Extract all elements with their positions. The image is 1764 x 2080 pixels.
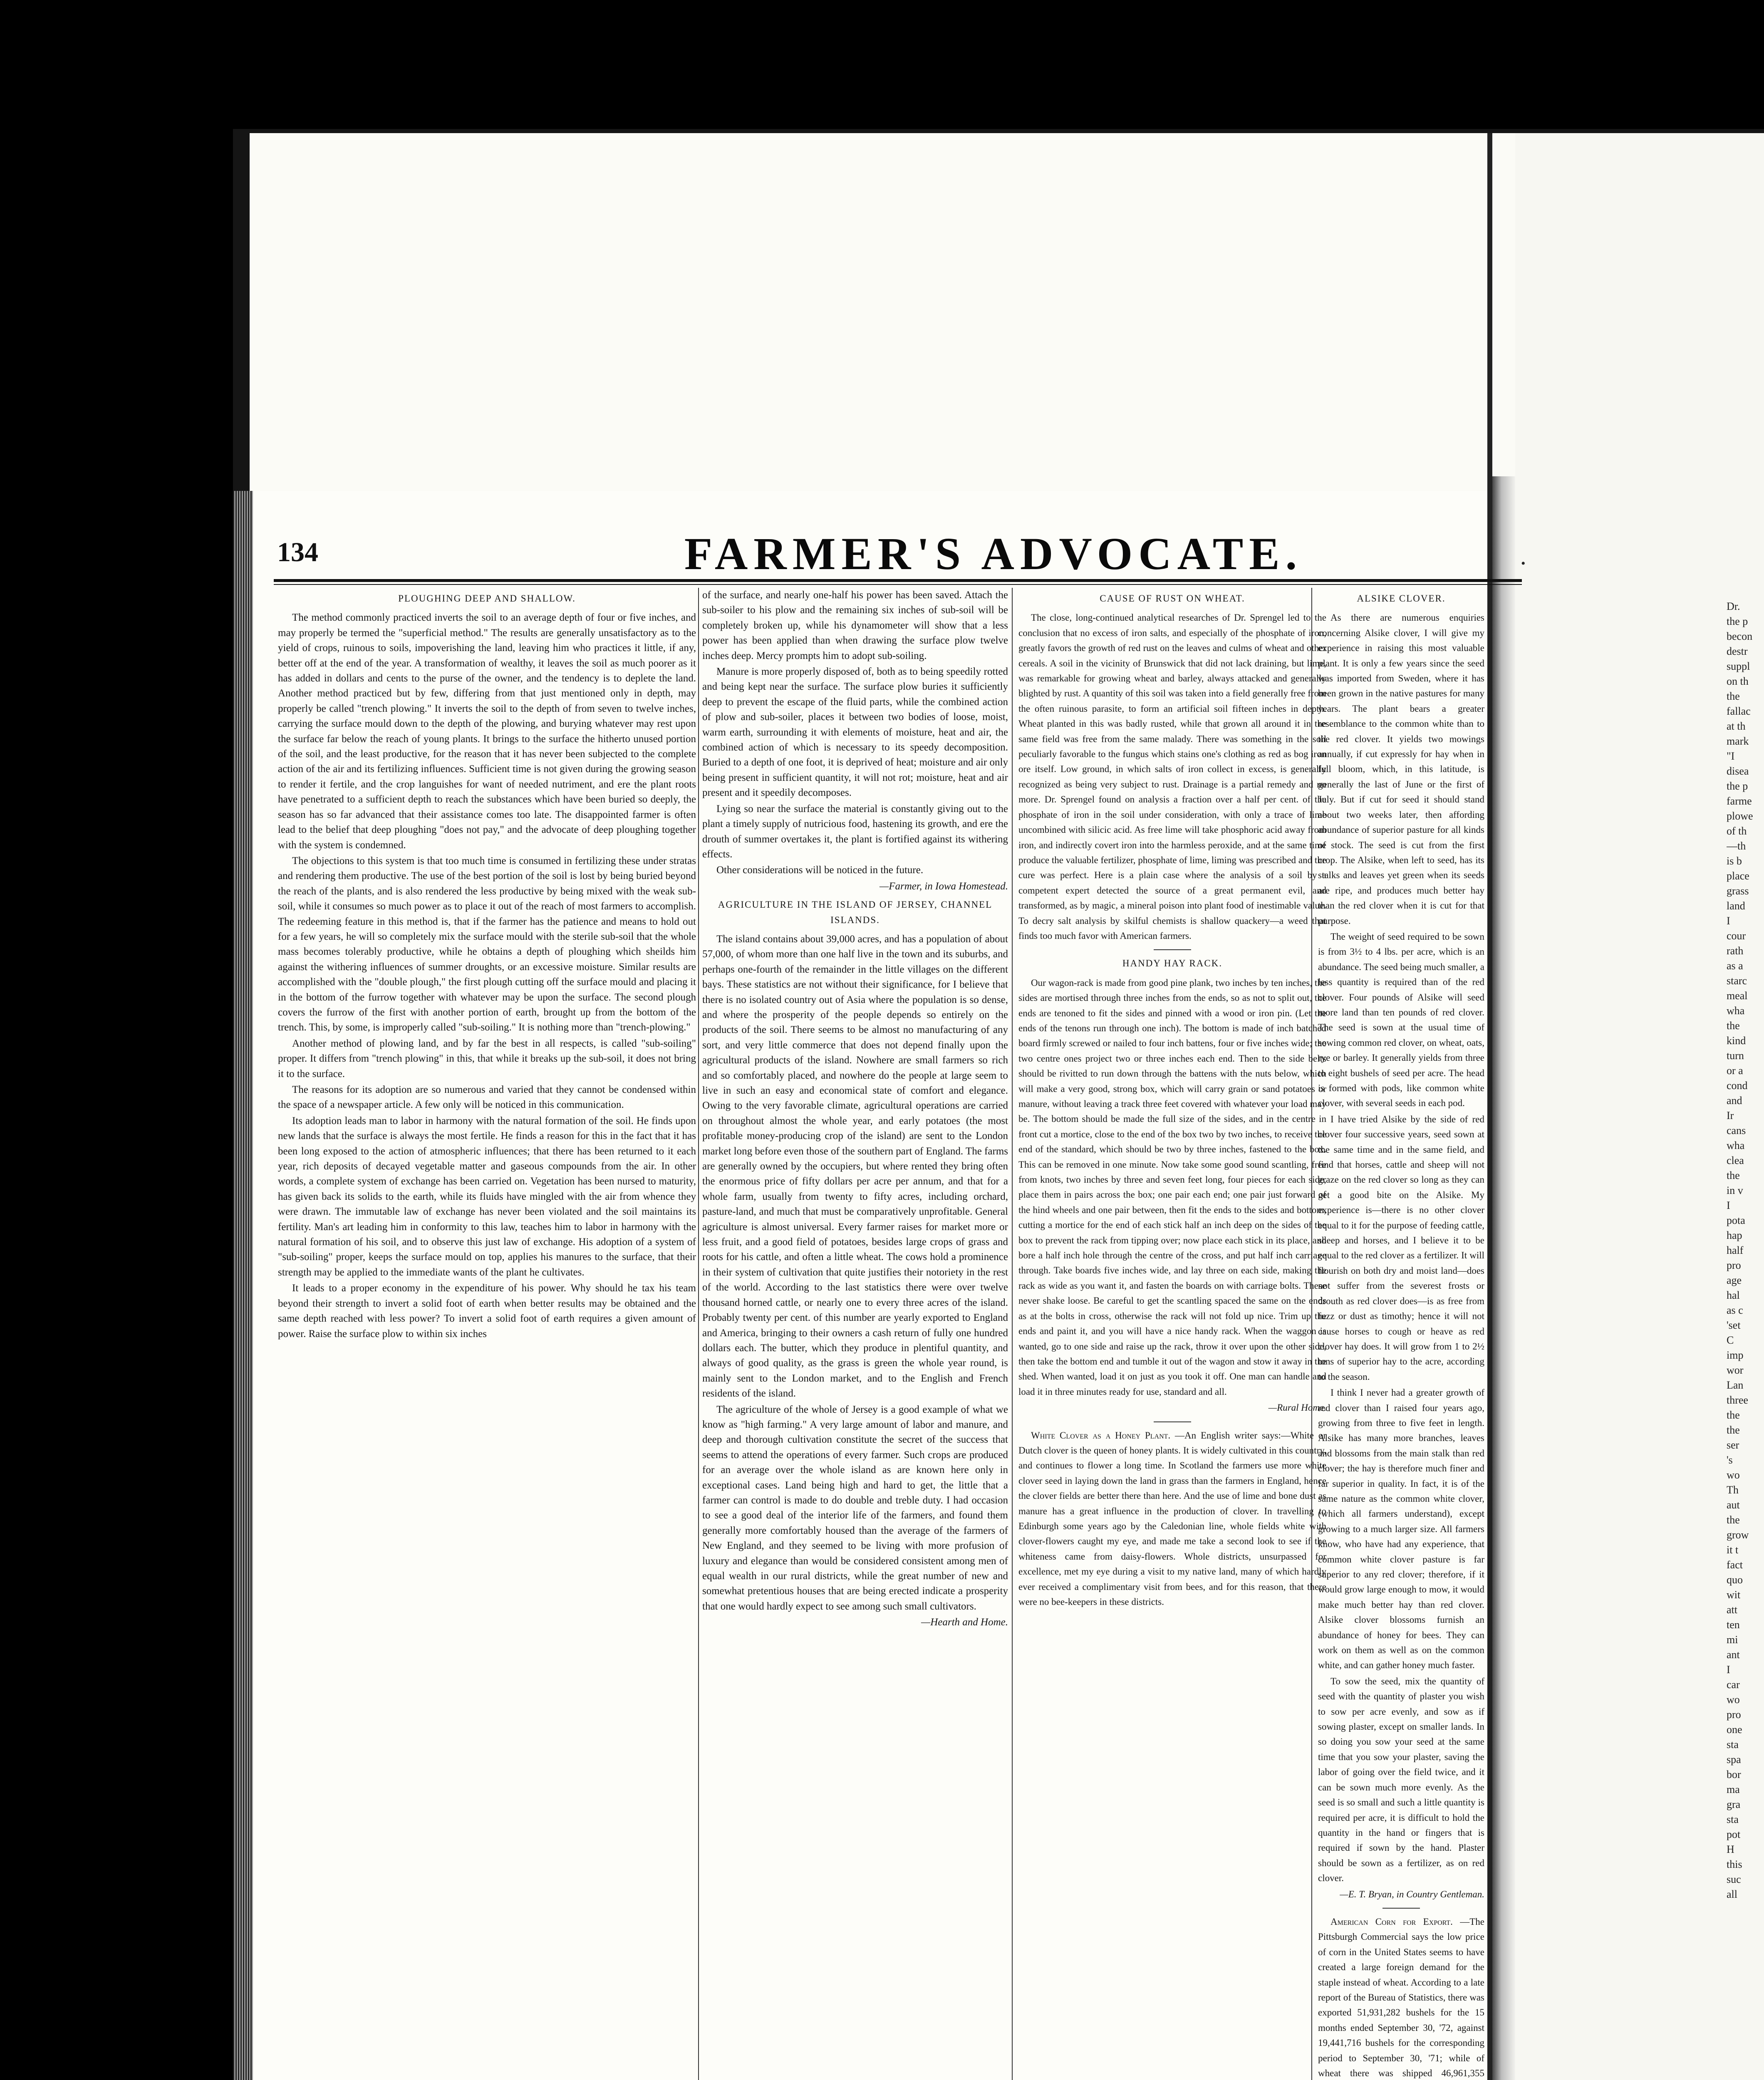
header-rule [274, 579, 1522, 582]
facing-page-fragment: grass [1727, 885, 1749, 897]
paragraph: Manure is more properly disposed of, both as to being speedily rotted and being kept near the surface. The surface plow buries it sufficiently deep to prevent the escape of the fluid parts, while the combined action of plow and sub-soiler, places it between two bodies of loose, moist, warm earth, surrounding it with elements of moisture, heat and air, the combined action of which is necessary to its speedy decomposition. Buried to a depth of one foot, it is deprived of heat; moisture and air only being present in sufficient quantity, it will not rot; moisture, heat and air present and it speedily decomposes. [702, 666, 1008, 799]
header-rule-thin [274, 584, 1522, 585]
facing-page-fragment: the p [1727, 615, 1748, 627]
paragraph: The weight of seed required to be sown is from 3½ to 4 lbs. per acre, which is an abundance. The seed being much smaller, a less quantity is required than of the red clover. Four pounds of Alsike will seed more land than ten pounds of red clover. The seed is sown at the usual time of sowing common red clover, on wheat, oats, rye or barley. It generally yields from three to eight bushels of seed per acre. The head is formed with pods, like common white clover, with several seeds in each pod. [1318, 931, 1484, 1109]
facing-page-fragment: wit [1727, 1589, 1741, 1601]
facing-page-fragment: wo [1727, 1469, 1740, 1481]
paragraph: The close, long-continued analytical researches of Dr. Sprengel led to the conclusion that no excess of iron salts, and especially of the phosphate of iron, greatly favors the growth of red rust on the leaves and culms of wheat and other cereals. A soil in the vicinity of Brunswick that did not lack draining, but lime, was remarkable for growing wheat and barley, always attacked and generally blighted by rust. A quantity of this soil was taken into a field generally free from the often ruinous parasite, to form an artificial soil fifteen inches in depth. Wheat planted in this was badly rusted, while that grown all around it in the same field was free from the same malady. There was something in the soil peculiarly favorable to the fungus which stains one's clothing as red as bog iron ore itself. Low ground, in which salts of iron collect in excess, is generally recognized as being very subject to rust. Drainage is a partial remedy and no more. Dr. Sprengel found on analysis a fraction over a half per cent. of the phosphate of iron in the soil under consideration, with only a trace of lime uncombined with silicic acid. As free lime will take phosphoric acid away from iron, and indirectly covert iron into the harmless peroxide, and at the same time produce the valuable fertilizer, phosphate of lime, liming was prescribed and the cure was perfect. Here is a plain case where the analysis of a soil by a competent expert detected the source of a great permanent evil, and transformed, as by magic, a mineral poison into plant food of inestimable value. To decry salt analysis by skilful chemists is shallow quackery—a weed that finds too much favor with American farmers. [1018, 612, 1326, 941]
article-title-corn-export: American Corn for Export. [1330, 1916, 1453, 1927]
facing-page-fragment: the p [1727, 780, 1748, 792]
paragraph: I have tried Alsike by the side of red clover four successive years, seed sown at the same time and in the same field, and find that horses, cattle and sheep will not graze on the red clover so long as they can get a good bite on the Alsike. My experience is—there is no other clover equal to it for the purpose of feeding cattle, sheep and horses, and I believe it to be equal to the red clover as a fertilizer. It will flourish on both dry and moist land—does not suffer from the severest frosts or drouth as red clover does—is as free from fuzz or dust as timothy; hence it will not cause horses to cough or heave as red clover hay does. It will grow from 1 to 2½ tons of superior hay to the acre, according to the season. [1318, 1114, 1484, 1382]
column-1 [278, 588, 696, 2080]
facing-page-fragment: ant [1727, 1649, 1740, 1661]
paragraph [1018, 1428, 1326, 1610]
paragraph: It leads to a proper economy in the expenditure of his power. Why should he tax his team beyond their strength to invert a solid foot of earth when better results may be obtained and the same depth reached with less power? To invert a solid foot of earth requires a given amount of power. Raise the surface plow to within six inches [278, 1283, 696, 1340]
separator [1154, 1421, 1191, 1422]
facing-page-fragment: grow [1727, 1529, 1749, 1541]
facing-page-fragment: fallac [1727, 705, 1751, 717]
facing-page-fragment: destr [1727, 645, 1748, 657]
facing-page-fragment: wha [1727, 1139, 1745, 1151]
facing-page-fragment: all [1727, 1888, 1737, 1900]
facing-page-fragment: "I [1727, 750, 1735, 762]
facing-page-fragment: suc [1727, 1873, 1741, 1885]
paragraph: The agriculture of the whole of Jersey is a good example of what we know as "high farming." A very large amount of labor and manure, and deep and thorough cultivation constitute the secret of the success that seems to attend the operations of every farmer. Such crops are produced for an average over the whole island as are known here only in exceptional cases. Land being high and hard to get, the little that a farmer can control is made to do double and treble duty. I had occasion to see a good deal of the interior life of the farmers, and found them generally more comfortably housed than the average of the farmers of New England, and they seemed to be living with more profusion of luxury and elegance than would be considered consistent among men of equal wealth in our rural districts, while the great number of new and somewhat pretentious houses that are being erected indicate a prosperity that one would hardly expect to see among such small cultivators. [702, 1404, 1008, 1612]
paragraph: The objections to this system is that too much time is consumed in fertilizing these under stratas and rendering them productive. The use of the best portion of the soil is lost by being buried beyond the reach of the plants, and is also rendered the less productive by being mixed with the weak sub-soil, while it consumes so much power as to place it out of the reach of most farmers to accomplish. The redeeming feature in this method is, that if the farmer has the patience and means to hold out for a few years, he will so completely mix the surface mould with the sterile sub-soil that the whole mass becomes tolerably productive, while he obtains a depth of ploughing which sheilds him against the withering influences of summer droughts, or an excessive moisture. Similar results are accomplished with the "double plough," the first plough cutting off the surface mould and placing it in the bottom of the furrow together with whatever may be upon the surface. The second plough covers the furrow of the first with another portion of earth, brought up from the bottom of the trench. This, by some, is improperly called "sub-soiling." It is nothing more than "trench-plowing." [278, 855, 696, 1033]
facing-page-fragment: Ir [1727, 1109, 1734, 1122]
signature: —Farmer, in Iowa Homestead. [879, 880, 1008, 892]
facing-page-fragment: pot [1727, 1828, 1741, 1840]
facing-page-fragment: the [1727, 690, 1740, 702]
facing-page-fragment: suppl [1727, 660, 1750, 672]
facing-page-fragment: one [1727, 1723, 1742, 1736]
facing-page-fragment: pro [1727, 1259, 1741, 1271]
facing-page-fragment: cond [1727, 1080, 1748, 1092]
facing-page-fragment: H [1727, 1843, 1734, 1855]
facing-page-fragment: I [1727, 1664, 1730, 1676]
page-edge-stack [233, 491, 253, 2080]
facing-page-fragment: bor [1727, 1768, 1741, 1780]
facing-page-fragment: pota [1727, 1214, 1745, 1226]
facing-page-fragment: Dr. [1727, 600, 1740, 612]
facing-page-fragment: the [1727, 1169, 1740, 1181]
column-3 [1018, 588, 1326, 2080]
facing-page-fragment: hal [1727, 1289, 1740, 1301]
facing-page-fragment: quo [1727, 1574, 1743, 1586]
facing-page-fragment: imp [1727, 1349, 1744, 1361]
facing-page-fragment: spa [1727, 1753, 1741, 1766]
paragraph: Its adoption leads man to labor in harmony with the natural formation of the soil. He finds upon new lands that the surface is always the most fertile. He finds a reason for this in the fact that it has been long exposed to the action of atmospheric influences; that there has been returned to it each year, rich deposits of decayed vegetable matter and gaseous compounds from the air. In other words, a complete system of exchange has been carried on. Vegetation has been nursed to maturity, has given back its solids to the earth, while its fluids have mingled with the air from whence they were drawn. The immutable law of exchange has never been violated and the soil maintains its fertility. Man's art leading him in conformity to this law, teaches him to labor in harmony with the natural formation of his soil, and to observe this just law of exchange. His adoption of a system of "sub-soiling" proper, keeps the surface mould on top, applies his manures to the surface, that their strength may be applied to the immediate wants of the plant he cultivates. [278, 1115, 696, 1278]
paragraph-text: —The Pittsburgh Commercial says the low price of corn in the United States seems to have created a large foreign demand for the staple instead of wheat. According to a late report of the Bureau of Statistics, there was exported 51,931,282 bushels for the 15 months ended September 30, '72, against 19,441,716 bushels for the corresponding period to September 30, '71; while of wheat there was shipped 46,961,355 [1318, 1916, 1484, 2078]
facing-page-fragment: ser [1727, 1439, 1739, 1451]
facing-page-fragment: the [1727, 1424, 1740, 1436]
facing-page-fragment: as c [1727, 1304, 1743, 1316]
facing-page-fragment: cans [1727, 1124, 1746, 1137]
facing-page-fragment: sta [1727, 1813, 1739, 1825]
paragraph: I think I never had a greater growth of red clover than I raised four years ago, growing from three to five feet in length. Alsike has many more branches, leaves and blossoms from the main stalk than red clover; the hay is therefore much finer and far superior in quality. In fact, it is of the same nature as the common white clover, (which all farmers understand), except growing to a much larger size. All farmers know, who have had any experience, that common white clover pasture is far superior to any red clover; therefore, if it would grow large enough to mow, it would make much better hay than red clover. Alsike clover blossoms furnish an abundance of honey for bees. They can work on them as well as on the common white, and can gather honey much faster. [1318, 1387, 1484, 1671]
facing-page-fragment: or a [1727, 1065, 1743, 1077]
article-title-white-clover: White Clover as a Honey Plant. [1031, 1430, 1171, 1441]
facing-page-fragment: att [1727, 1604, 1737, 1616]
paragraph: Other considerations will be noticed in the future. [716, 864, 924, 876]
facing-page-fragment: C [1727, 1334, 1734, 1346]
facing-page-fragment: 's [1727, 1454, 1733, 1466]
column-4 [1318, 588, 1484, 2080]
facing-page-fragment: Th [1727, 1484, 1739, 1496]
facing-page-fragment: aut [1727, 1499, 1740, 1511]
paragraph: Lying so near the surface the material is constantly giving out to the plant a timely supply of nutricious food, hastening its growth, and ere the drouth of summer overtakes it, the plant is fortified against its withering effects. [702, 803, 1008, 860]
article-title-ploughing: PLOUGHING DEEP AND SHALLOW. [398, 593, 576, 604]
page-number: 134 [277, 537, 318, 567]
facing-page-fragment: clea [1727, 1154, 1744, 1166]
facing-page-fragment: half [1727, 1244, 1744, 1256]
paragraph: As there are numerous enquiries concerning Alsike clover, I will give my experience in raising this most valuable plant. It is only a few years since the seed was imported from Sweden, where it has been grown in the native pastures for many years. The plant bears a greater resemblance to the common white than to the red clover. It yields two mowings annually, if cut expressly for hay when in full bloom, which, in this latitude, is generally the last of June or the first of July. But if cut for seed it should stand about two weeks later, then affording abundance of superior pasture for all kinds of stock. The seed is cut from the first crop. The Alsike, when left to seed, has its stalks and leaves yet green when its seeds are ripe, and produces much better hay than the red clover when it is cut for that purpose. [1318, 612, 1484, 926]
paragraph: Our wagon-rack is made from good pine plank, two inches by ten inches, the sides are mortised through three inches from the ends, so as not to split out, the ends are tenoned to fit the sides and pinned with a wood or iron pin. (Let the ends of the tenons run through one inch). The bottom is made of inch batched board firmly screwed or nailed to four inch battens, four or five inches wide; the two centre ones project two or three inches each end. Then to the side belts should be rivitted to run down through the battens with the nuts below, which will make a very good, strong box, which will carry grain or sand potatoes or manure, without leaving a track three feet covered with whatever your load may be. The bottom should be made the full size of the sides, and in the centre in front cut a mortice, close to the end of the box two by two inches, to receive the end of the standard, which should be two by three inches, fastened to the box. This can be removed in one minute. Now take some good sound scantling, free from knots, two inches by three and seven feet long, four pieces for each side, place them in pairs across the box; one pair each end; one pair just forward of the hind wheels and one pair between, then fit the ends to the sides and bottom, cutting a mortice for the end of each stick half an inch deep on the sides of the box to prevent the rack from tipping over; now place each stick in its place, and bore a half inch hole through the centre of the cross, and put half inch carriage through. Take boards five inches wide, and lay three on each side, making the rack as wide as you want it, and fasten the boards on with carriage bolts. These never shake loose. Be careful to get the scantling spaced the same on the ends as at the bolts in cross, otherwise the rack will not fold up nice. Trim up the ends and paint it, and you will have a nice handy rack. When the waggon is wanted, go to one side and raise up the rack, throw it over upon the other side, then take the bottom end and tumble it out of the wagon and stow it away in the shed. When wanted, load it on just as you took it off. One man can handle and load it in three minutes ready for use, standard and all. [1018, 977, 1326, 1397]
paragraph: of the surface, and nearly one-half his power has been saved. Attach the sub-soiler to his plow and the remaining six inches of sub-soil will be completely broken up, while his dynamometer will show that a less power has been applied than when drawing the surface plow twelve inches deep. Mercy prompts him to adopt sub-soiling. [702, 589, 1008, 661]
spine-shade [1492, 476, 1515, 2080]
facing-page-fragment: wo [1727, 1694, 1740, 1706]
paragraph: Another method of plowing land, and by far the best in all respects, is called "sub-soiling" proper. It differs from "trench plowing" in this, that while it breaks up the sub-soil, it does not bring it to the surface. [278, 1038, 696, 1080]
paragraph-text: —An English writer says:—White or Dutch clover is the queen of honey plants. It is widely cultivated in this country, and continues to flower a long time. In Scotland the farmers use more white clover seed in laying down the land in grass than the farmers in England, hence the clover fields are better there than here. And the use of lime and bone dust as manure has a great influence in the production of clover. In travelling to Edinburgh some years ago by the Caledonian line, whole fields white with clover-flowers caught my eye, and made me take a second look to see if the whiteness came from daisy-flowers. Whole districts, unsurpassed for excellence, met my eye during a visit to my native land, many of which hardly ever received a complimentary visit from bees, and for this reason, that there were no bee-keepers in these districts. [1018, 1430, 1326, 1607]
signature: —Rural Home. [1268, 1402, 1326, 1413]
facing-page-fragment: I [1727, 1199, 1730, 1211]
facing-page-fragment: farme [1727, 795, 1752, 807]
facing-page-fragment: is b [1727, 855, 1742, 867]
signature: —Hearth and Home. [921, 1617, 1008, 1628]
facing-page-fragment: starc [1727, 975, 1747, 987]
facing-page-fragment: 'set [1727, 1319, 1741, 1331]
paragraph: The method commonly practiced inverts the soil to an average depth of four or five inches, and may properly be termed the "superficial method." The results are generally unsatisfactory as to the yield of crops, ruinous to soils, impoverishing the land, leaving him who practices it little, if any, better off at the end of the year. A transformation of wealthy, it leaves the soil as much poorer as it has added in dollars and cents to the purse of the owner, and the tendency is to deplete the land. Another method practiced but by few, differing from that just mentioned only in depth, may properly be called "trench plowing." It inverts the soil to the depth of from seven to twelve inches, carrying the surface mould down to the depth of the plowing, and burying whatever may rest upon the surface far below the reach of young plants. It brings to the surface the hitherto unused portion of the soil, and the least productive, for the reason that it has never been subjected to the complete action of the air and its fertilizing influences. Sufficient time is not given during the growing season to render it fertile, and the crop languishes for want of needed nutriment, and ere the plant roots have penetrated to a sufficient depth to reach the substances which have been buried so deeply, the season has so far advanced that their assistance comes too late. The disappointed farmer is often lead to the belief that deep ploughing "does not pay," and the advocate of deep ploughing together with the system is condemned. [278, 612, 696, 851]
article-title-jersey: AGRICULTURE IN THE ISLAND OF JERSEY, CHANNEL ISLANDS. [718, 899, 993, 925]
separator [1382, 1908, 1420, 1909]
facing-page-fragment: turn [1727, 1050, 1744, 1062]
facing-page-fragment: it t [1727, 1544, 1739, 1556]
facing-page-fragment: sta [1727, 1738, 1739, 1751]
facing-page-fragment: plowe [1727, 810, 1753, 822]
paragraph: The island contains about 39,000 acres, and has a population of about 57,000, of whom more than one half live in the town and its suburbs, and perhaps one-fourth of the remainder in the little villages on the different bays. These statistics are not without their significance, for I believe that there is no isolated country out of Asia where the population is so dense, and where the prosperity of the people depends so entirely on the products of the soil. There seems to be almost no manufacturing of any sort, and very little commerce that does not depend finally upon the agricultural products of the island. Nowhere are small farmers so rich and so comfortably placed, and nowhere do the people at large seem to live in such an easy and economical state of comfort and elegance. Owing to the very favorable climate, agricultural operations are carried on throughout almost the whole year, and early potatoes (the most profitable money-producing crop of the island) are sent to the London market long before even those of the southern part of England. The farms are generally owned by the occupiers, but where rented they bring often the enormous price of fifty dollars per acre per annum, and that for a whole farm, usually from twenty to fifty acres, including orchard, pasture-land, and much that must be comparatively unprofitable. General agriculture is almost universal. Every farmer raises for market more or less fruit, and a good field of potatoes, besides large crops of grass and roots for his cattle, and often a little wheat. The cows hold a prominence in their system of cultivation that quite justifies their notoriety in the rest of the world. According to the last statistics there were over twelve thousand horned cattle, or nearly one to every three acres of the island. Probably twenty per cent. of this number are yearly exported to England and America, bringing to their owners a cash return of fully one hundred dollars each. The butter, which they produce in plentiful quantity, and always of good quality, as the grass is green the whole year round, is mainly sent to the London market, and to the English and French residents of the island. [702, 933, 1008, 1399]
facing-page-fragment: in v [1727, 1184, 1743, 1196]
column-2 [702, 588, 1008, 2080]
facing-page-fragment: three [1727, 1394, 1748, 1406]
facing-page-fragment: rath [1727, 945, 1744, 957]
article-title-alsike: ALSIKE CLOVER. [1357, 593, 1446, 604]
article-title-hay-rack: HANDY HAY RACK. [1122, 958, 1223, 969]
facing-page-fragment: as a [1727, 960, 1743, 972]
facing-page-fragment: on th [1727, 675, 1749, 687]
newspaper-title: FARMER'S ADVOCATE. [684, 528, 1303, 579]
gutter [1487, 133, 1492, 2080]
facing-page-fragment: place [1727, 870, 1749, 882]
facing-page-fragment: mi [1727, 1634, 1738, 1646]
paragraph: To sow the seed, mix the quantity of seed with the quantity of plaster you wish to sow per acre evenly, and sow as if sowing plaster, except on smaller lands. In so doing you sow your seed at the same time that you sow your plaster, saving the labor of going over the field twice, and it can be sown much more evenly. As the seed is so small and such a little quantity is required per acre, it is difficult to hold the quantity in the hand or fingers that is required if sown by the hand. Plaster should be sown as a fertilizer, as on red clover. [1318, 1676, 1484, 1884]
facing-page-fragment: kind [1727, 1035, 1746, 1047]
facing-page-fragment: mark [1727, 735, 1749, 747]
facing-page-fragment: Lan [1727, 1379, 1744, 1391]
facing-page-fragment: age [1727, 1274, 1742, 1286]
column-rule [698, 588, 699, 2080]
facing-page-fragment: of th [1727, 825, 1747, 837]
separator [1154, 949, 1191, 950]
facing-page-fragment: car [1727, 1679, 1740, 1691]
facing-page-fragment: and [1727, 1094, 1742, 1107]
facing-page-fragment: the [1727, 1020, 1740, 1032]
signature: —E. T. Bryan, in Country Gentleman. [1340, 1889, 1484, 1899]
facing-page-fragment: hap [1727, 1229, 1742, 1241]
facing-page-fragment: the [1727, 1514, 1740, 1526]
facing-page-text [1727, 599, 1764, 2080]
facing-page-fragment: at th [1727, 720, 1746, 732]
facing-page-fragment: —th [1727, 840, 1746, 852]
facing-page-fragment: I [1727, 915, 1730, 927]
masthead [274, 527, 1526, 577]
column-rule [1012, 588, 1013, 2080]
facing-page-fragment: ma [1727, 1783, 1740, 1795]
facing-page-fragment: pro [1727, 1709, 1741, 1721]
facing-page-fragment: cour [1727, 930, 1746, 942]
paragraph [1318, 1914, 1484, 2080]
paragraph: The reasons for its adoption are so numerous and varied that they cannot be condensed within the space of a newspaper article. A few only will be noticed in this communication. [278, 1084, 696, 1111]
facing-page-fragment: ten [1727, 1619, 1740, 1631]
facing-page-fragment: wor [1727, 1364, 1744, 1376]
facing-page-fragment: disea [1727, 765, 1749, 777]
article-title-rust: CAUSE OF RUST ON WHEAT. [1100, 593, 1245, 604]
facing-page-fragment: fact [1727, 1559, 1743, 1571]
facing-page-fragment: wha [1727, 1005, 1745, 1017]
facing-page-fragment: the [1727, 1409, 1740, 1421]
facing-page-fragment: gra [1727, 1798, 1741, 1810]
facing-page-fragment: meal [1727, 990, 1748, 1002]
facing-page-fragment: becon [1727, 630, 1753, 642]
header-dot: • [1521, 557, 1526, 570]
facing-page-fragment: this [1727, 1858, 1742, 1870]
facing-page-fragment: land [1727, 900, 1745, 912]
